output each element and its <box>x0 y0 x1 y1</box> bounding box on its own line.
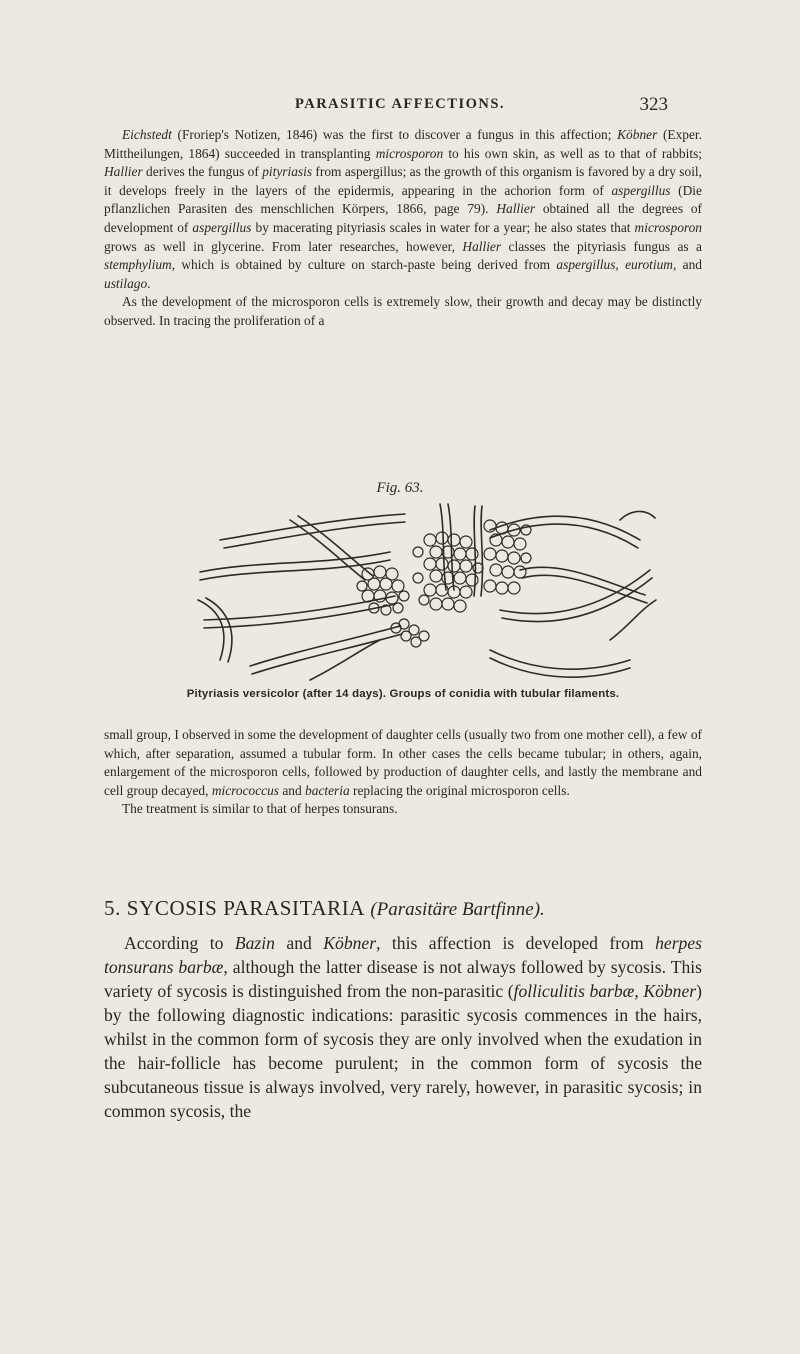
italic-run: micrococcus <box>211 782 280 798</box>
section-title: 5. SYCOSIS PARASITARIA <box>104 896 366 920</box>
italic-run: herpes tonsurans barbæ <box>104 933 702 977</box>
conidia-cluster-bottom <box>391 619 429 647</box>
italic-run: aspergillus <box>192 219 252 235</box>
figure-caption: Pityriasis versicolor (after 14 days). Groups of conidia with tubular filaments. <box>186 688 620 700</box>
italic-run: Eichstedt <box>122 127 172 142</box>
italic-run: microsporon <box>375 145 444 161</box>
page-number: 323 <box>639 94 668 115</box>
figure-label: Fig. 63. <box>376 480 424 496</box>
italic-run: Bazin <box>234 933 275 953</box>
paragraph-history: Eichstedt (Froriep's Notizen, 1846) was the first to discover a fungus in this affection; Köbner (Exper. Mittheilungen, 1864) succeeded in transplanting microsporon to his own skin, as well as to that of rabbits; Hallier derives the fungus of pityriasis from aspergillus; as the growth of this organism is favored by a dry soil, it develops freely in the layers of the epidermis, appearing in the achorion form of aspergillus (Die pflanzlichen Parasiten des menschlichen Körpers, 1866, page 79). Hallier obtained all the degrees of development of aspergillus by macerating pityriasis scales in water for a year; he also states that microsporon grows as well in glycerine. From later researches, however, Hallier classes the pityriasis fungus as a stemphylium, which is obtained by culture on starch-paste being derived from aspergillus, eurotium, and ustilago. <box>104 127 703 291</box>
italic-run: microsporon <box>634 219 702 235</box>
text-block-top <box>104 126 702 331</box>
paragraph-sycosis: According to Bazin and Köbner, this affection is developed from herpes tonsurans barbæ, although the latter disease is not always followed by sycosis. This variety of sycosis is distinguished from the non-parasitic (folliculitis barbæ, Köbner) by the following diagnostic indications: parasitic sycosis commences in the hairs, whilst in the common form of sycosis they are only involved when the exudation in the hair-follicle has become purulent; in the common form of sycosis the subcutaneous tissue is always involved, very rarely, however, in parasitic sycosis; in common sycosis, the <box>104 933 702 1121</box>
section-heading <box>104 896 702 921</box>
italic-run: stemphylium <box>104 257 172 273</box>
italic-run: Hallier <box>104 164 143 180</box>
italic-run: pityriasis <box>262 164 313 180</box>
conidia-cluster-center <box>413 532 483 612</box>
italic-run: aspergillus <box>611 182 671 198</box>
section-subtitle: (Parasitäre Bartfinne). <box>370 899 545 920</box>
italic-run: Hallier <box>496 201 536 217</box>
text-block-bottom <box>104 931 702 1123</box>
conidia-illustration <box>190 500 660 684</box>
italic-run: Köbner <box>323 933 377 953</box>
paragraph-observation: small group, I observed in some the development of daughter cells (usually two from one mother cell), a few of which, after separation, assumed a tubular form. In other cases the cells became tubular; in others, again, enlargement of the microsporon cells, followed by production of daughter cells, and lastly the membrane and cell group decayed, micrococcus and bacteria replacing the original microsporon cells. <box>104 727 702 798</box>
figure-illustration <box>190 500 660 684</box>
paragraph-treatment: The treatment is similar to that of herpes tonsurans. <box>122 801 398 817</box>
italic-run: folliculitis barbæ, Köbner <box>513 981 697 1001</box>
conidia-cluster-left <box>357 566 409 615</box>
running-head <box>0 96 800 126</box>
italic-run: bacteria <box>305 782 350 798</box>
italic-run: Hallier <box>462 238 502 254</box>
italic-run: Köbner <box>617 127 658 142</box>
paragraph-development: As the development of the microsporon cells is extremely slow, their growth and decay may be distinctly observed. In tracing the proliferation of a <box>104 294 702 328</box>
running-title: PARASITIC AFFECTIONS. <box>294 96 506 112</box>
text-block-middle <box>104 726 702 819</box>
italic-run: ustilago <box>104 275 148 291</box>
conidia-cluster-right <box>484 520 531 594</box>
italic-run: aspergillus, eurotium, <box>556 257 677 273</box>
